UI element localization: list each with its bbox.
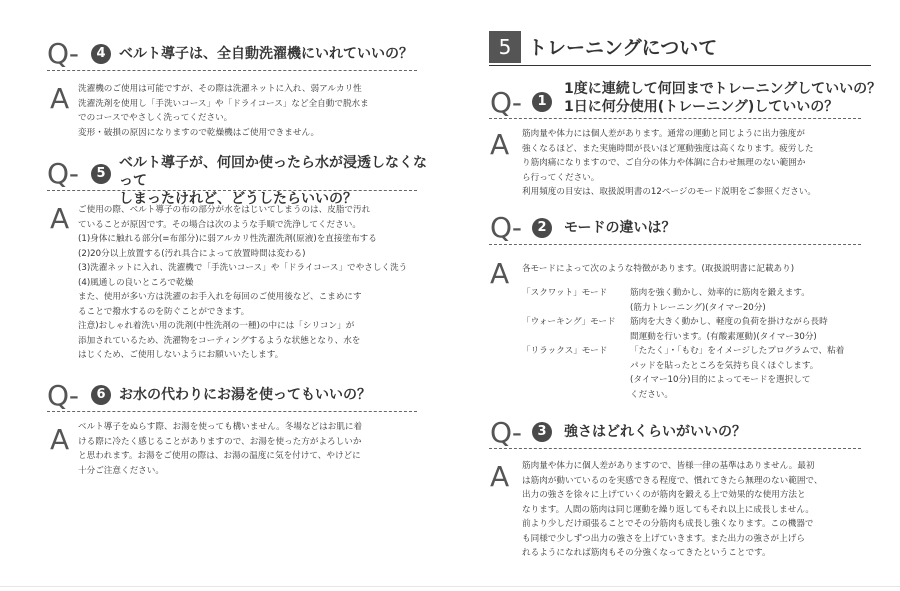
question-text: ベルト導子が、何回か使ったら水が浸透しなくなって しまったけれど、どうしたらいいの？	[119, 155, 427, 207]
q-mark: Q-	[490, 211, 521, 244]
a-mark: A	[50, 423, 70, 456]
answer-text: ご使用の際、ベルト導子の布の部分が水をはじいてしまうのは、皮脂で汚れ ていることが原因です。その場合は次のような手順で洗浄してください。 (1)身体に触れる部分(=布部分)に弱アルカリ性洗濯洗剤(原液)を直接塗布する (2)20分以上放置する(汚れ具合によって放置時間は変わる) (3)洗濯ネットに入れ、洗濯機で「手洗いコース」や「ドライコース」でやさしく洗う (4)風通しの良いところで乾燥 また、使用が多い方は洗濯のお手入れを毎回のご使用後など、こまめにす ることで撥水するのを防ぐことができます。 注意)おしゃれ着洗い用の洗剤(中性洗剤の一種)の中には「シリコン」が 添加されているため、洗濯物をコーティングするような状態となり、水を はじくため、ご使用しないようにお願いいたします。	[78, 205, 408, 360]
q-mark: Q-	[490, 416, 521, 449]
question-number: 2	[532, 218, 552, 238]
question-number: 3	[532, 422, 552, 442]
dashed-divider	[47, 411, 417, 412]
answer-text: 各モードによって次のような特徴があります。(取扱説明書に記載あり)	[522, 264, 795, 274]
section-title: トレーニングについて	[528, 37, 718, 59]
a-mark: A	[490, 460, 510, 493]
answer-text: ベルト導子をぬらす際、お湯を使っても構いません。冬場などはお肌に着 ける際に冷たく感じることがありますので、お湯を使った方がよろしいか と思われます。お湯をご使用の際は、お湯の温度に気を付けて、やけどに 十分ご注意ください。	[78, 422, 363, 476]
q-mark: Q-	[47, 157, 78, 190]
question-text: お水の代わりにお湯を使ってもいいの？	[119, 387, 371, 403]
mode-name: 「ウォーキング」モード	[522, 317, 616, 327]
question-text: 1度に連続して何回までトレーニングしていいの？ 1日に何分使用(トレーニング)していいの？	[564, 81, 882, 115]
mode-description: 筋肉を強く動かし、効率的に筋肉を鍛えます。 (筋力トレーニング)(タイマー20分)	[630, 288, 810, 313]
question-text: 強さはどれくらいがいいの？	[564, 424, 746, 440]
dashed-divider	[47, 70, 417, 71]
question-number: 1	[532, 92, 552, 112]
a-mark: A	[50, 82, 70, 115]
a-mark: A	[50, 202, 70, 235]
mode-name: 「スクワット」モード	[522, 288, 608, 298]
q-mark: Q-	[47, 37, 78, 70]
page-bottom-line	[0, 586, 900, 587]
question-number: 4	[91, 44, 111, 64]
answer-text: 筋肉量や体力には個人差があります。通常の運動と同じように出力強度が 強くなるほど、また実施時間が長いほど運動強度は高くなります。疲労した り筋肉痛になりますので、ご自分の体力や体調に合わせ無理のない範囲か ら行ってください。 利用頻度の目安は、取扱説明書の12ページのモード説明をご参照ください。	[522, 129, 817, 197]
mode-name: 「リラックス」モード	[522, 346, 608, 356]
question-text: モードの違いは？	[564, 220, 676, 236]
q-mark: Q-	[490, 86, 521, 119]
answer-text: 洗濯機のご使用は可能ですが、その際は洗濯ネットに入れ、弱アルカリ性 洗濯洗剤を使用し「手洗いコース」や「ドライコース」など全自動で脱水ま でのコースでやさしく洗ってください。 変形・破損の原因になりますので乾燥機はご使用できません。	[78, 84, 369, 138]
dashed-divider	[489, 244, 861, 245]
answer-text: 筋肉量や体力に個人差がありますので、皆様一律の基準はありません。最初 は筋肉が動いているのを実感できる程度で、慣れてきたら無理のない範囲で、 出力の強さを徐々に上げていくのが筋肉を鍛える上で効果的な使用方法と なります。人間の筋肉は同じ運動を繰り返してもそれ以上に成長しません。 前より少しだけ頑張ることでその分筋肉も成長し強くなります。この機器で も同様で少しずつ出力の強さを上げていきます。また出力の強さが上げら れるようになれば筋肉もその分強くなってきたということです。	[522, 461, 823, 558]
a-mark: A	[490, 128, 510, 161]
question-number: 6	[91, 385, 111, 405]
mode-description: 「たたく」・「もむ」をイメージしたプログラムで、粘着 パッドを貼ったところを気持ち良くほぐします。 (タイマー10分)目的によってモードを選択して ください。	[630, 346, 845, 400]
dashed-divider	[47, 190, 417, 191]
section-underline	[489, 65, 871, 66]
mode-description: 筋肉を大きく動かし、軽度の負荷を掛けながら長時 間運動を行います。(有酸素運動)(タイマー30分)	[630, 317, 828, 342]
dashed-divider	[489, 118, 861, 119]
question-text: ベルト導子は、全自動洗濯機にいれていいの？	[119, 46, 413, 62]
q-mark: Q-	[47, 379, 78, 412]
section-number-box: 5	[489, 31, 521, 63]
a-mark: A	[490, 257, 510, 290]
dashed-divider	[489, 448, 861, 449]
question-number: 5	[91, 164, 111, 184]
